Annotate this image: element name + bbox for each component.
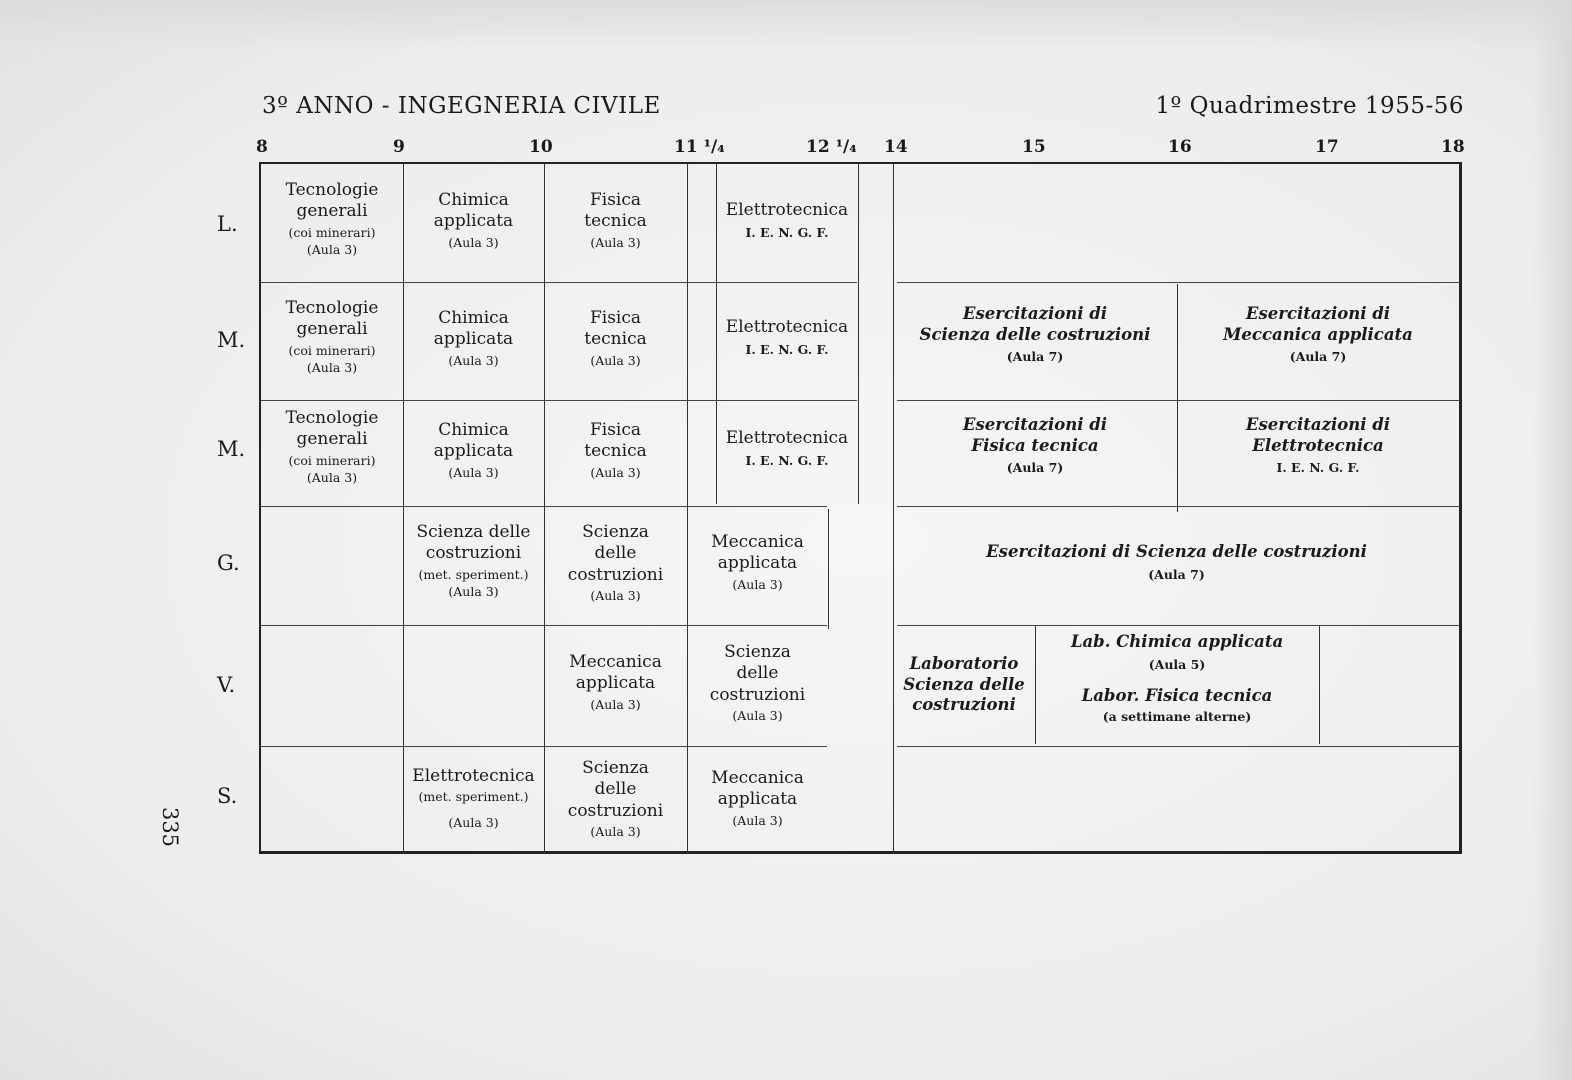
time-tick: 9 <box>393 137 405 157</box>
cell-scienza-costruzioni: Scienza delle costruzioni (Aula 3) <box>567 522 664 603</box>
grid-line <box>261 282 857 283</box>
cell-chimica-applicata: Chimica applicata (Aula 3) <box>433 420 514 480</box>
page-title: 3º ANNO - INGEGNERIA CIVILE <box>262 93 661 119</box>
cell-elettrotecnica: Elettrotecnica I. E. N. G. F. <box>725 317 849 358</box>
time-tick: 8 <box>256 137 268 157</box>
cell-tecnologie-generali: Tecnologie generali (coi minerari) (Aula 3) <box>285 180 379 258</box>
time-tick: 17 <box>1315 137 1339 157</box>
cell-scienza-costruzioni: Scienza delle costruzioni (Aula 3) <box>567 758 664 839</box>
grid-line <box>261 746 827 747</box>
cell-chimica-applicata: Chimica applicata (Aula 3) <box>433 190 514 250</box>
day-label-giovedi: G. <box>217 551 240 575</box>
time-tick: 10 <box>529 137 553 157</box>
cell-meccanica-applicata: Meccanica applicata (Aula 3) <box>569 652 662 712</box>
day-label-sabato: S. <box>217 784 238 808</box>
cell-tecnologie-generali: Tecnologie generali (coi minerari) (Aula 3) <box>285 408 379 486</box>
cell-elettrotecnica: Elettrotecnica I. E. N. G. F. <box>725 428 849 469</box>
term-label: 1º Quadrimestre 1955-56 <box>1155 93 1464 119</box>
grid-line <box>261 400 857 401</box>
grid-line <box>828 509 829 629</box>
day-label-lunedi: L. <box>217 212 238 236</box>
time-tick: 12 ¹/₄ <box>806 137 857 157</box>
time-tick: 16 <box>1168 137 1192 157</box>
time-tick: 15 <box>1022 137 1046 157</box>
grid-line <box>893 164 894 854</box>
cell-meccanica-applicata: Meccanica applicata (Aula 3) <box>711 768 804 828</box>
cell-meccanica-applicata: Meccanica applicata (Aula 3) <box>711 532 804 592</box>
time-tick: 14 <box>884 137 908 157</box>
page-edge-shadow-right <box>1532 0 1572 1080</box>
cell-esercitazioni-scienza: Esercitazioni di Scienza delle costruzioni (Aula 7) <box>919 304 1151 365</box>
cell-esercitazioni-elettrotecnica: Esercitazioni di Elettrotecnica I. E. N. G. F. <box>1245 415 1391 476</box>
time-tick: 11 ¹/₄ <box>674 137 725 157</box>
grid-line <box>1319 626 1320 744</box>
cell-fisica-tecnica: Fisica tecnica (Aula 3) <box>584 308 647 368</box>
cell-esercitazioni-fisica: Esercitazioni di Fisica tecnica (Aula 7) <box>962 415 1108 476</box>
grid-line <box>897 400 1460 401</box>
cell-scienza-costruzioni: Scienza delle costruzioni (met. speriment.) (Aula 3) <box>416 522 531 600</box>
cell-fisica-tecnica: Fisica tecnica (Aula 3) <box>584 420 647 480</box>
grid-line <box>897 282 1460 283</box>
timetable-grid <box>259 162 1462 854</box>
grid-line <box>544 164 545 854</box>
cell-elettrotecnica: Elettrotecnica (met. speriment.) (Aula 3) <box>412 766 535 830</box>
cell-chimica-applicata: Chimica applicata (Aula 3) <box>433 308 514 368</box>
cell-scienza-costruzioni: Scienza delle costruzioni (Aula 3) <box>709 642 806 723</box>
grid-line <box>403 164 404 854</box>
cell-esercitazioni-scienza: Esercitazioni di Scienza delle costruzioni (Aula 7) <box>986 542 1367 582</box>
cell-laboratori-alterni: Lab. Chimica applicata (Aula 5) Labor. Fisica tecnica (a settimane alterne) <box>1070 632 1284 724</box>
cell-esercitazioni-meccanica: Esercitazioni di Meccanica applicata (Aula 7) <box>1223 304 1413 365</box>
grid-line <box>897 506 1460 507</box>
page-number: 335 <box>158 806 183 848</box>
day-label-mercoledi: M. <box>217 437 246 461</box>
grid-line <box>858 164 859 504</box>
grid-line <box>261 625 827 626</box>
time-tick: 18 <box>1441 137 1465 157</box>
cell-elettrotecnica: Elettrotecnica I. E. N. G. F. <box>725 200 849 241</box>
page-edge-shadow <box>0 0 1572 50</box>
grid-line <box>897 746 1460 747</box>
cell-tecnologie-generali: Tecnologie generali (coi minerari) (Aula 3) <box>285 298 379 376</box>
day-label-martedi: M. <box>217 328 246 352</box>
grid-line <box>261 506 827 507</box>
grid-line <box>687 164 688 854</box>
cell-fisica-tecnica: Fisica tecnica (Aula 3) <box>584 190 647 250</box>
day-label-venerdi: V. <box>217 673 236 697</box>
cell-laboratorio-scienza: Laboratorio Scienza delle costruzioni <box>903 654 1025 715</box>
grid-line <box>897 625 1460 626</box>
